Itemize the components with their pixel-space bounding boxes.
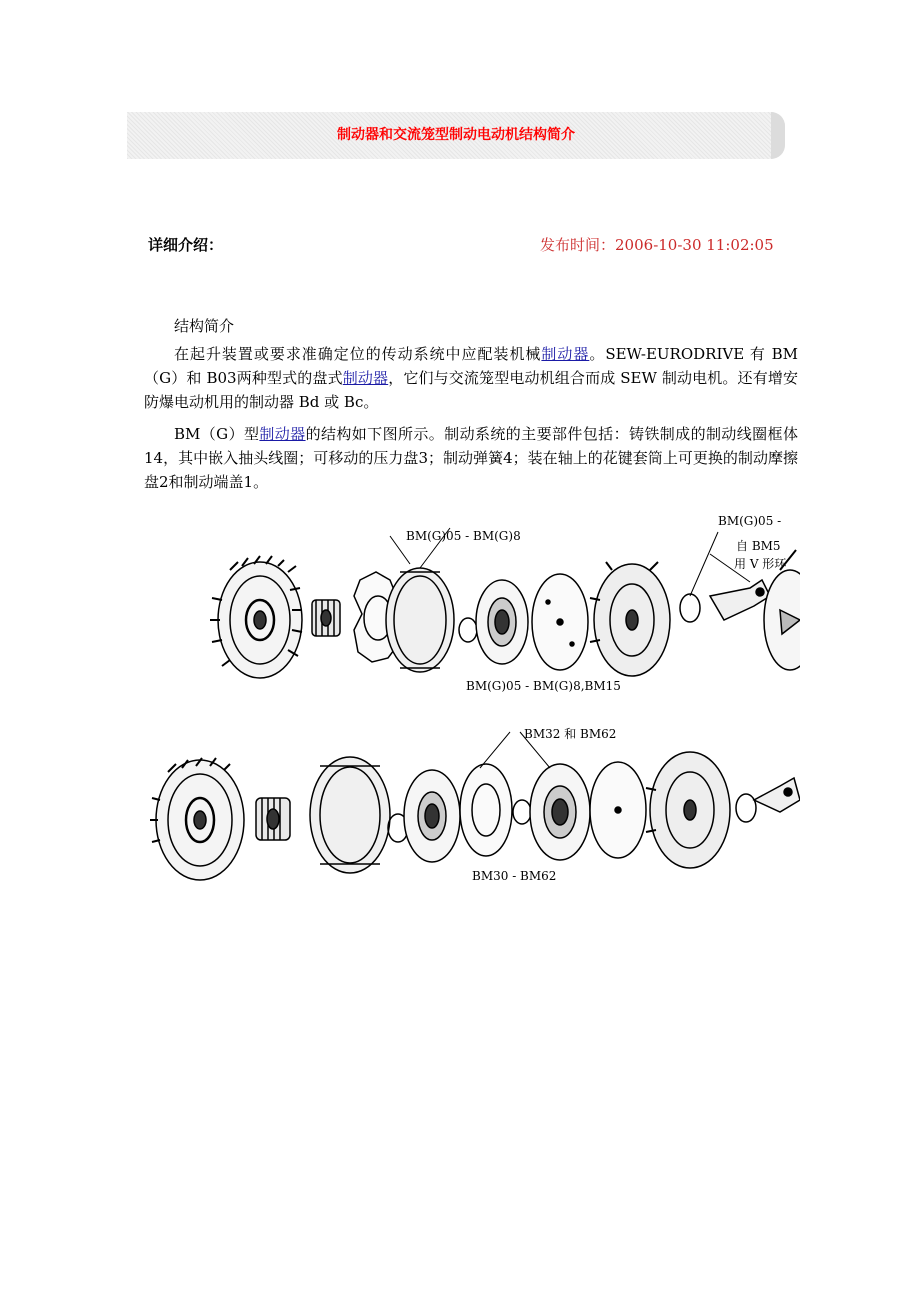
p1-text-a: 在起升装置或要求准确定位的传动系统中应配装机械	[174, 345, 542, 363]
bottom-row-caption: BM30 - BM62	[472, 869, 557, 883]
top-spline-hub-icon	[312, 600, 340, 636]
p1-text-c: ，它们与交流笼型电动机组合而成 SEW 制动电机。还有增安防爆电动机用的制动器 Bd 或 Bc。	[144, 369, 798, 411]
publish-info	[540, 234, 774, 255]
top-o-ring-icon	[459, 618, 477, 642]
p2-text-a: BM（G）型	[174, 425, 260, 443]
article-body	[144, 314, 798, 502]
bottom-series-label: BM32 和 BM62	[524, 727, 617, 741]
v-ring-note-line2: 用 V 形环	[734, 557, 787, 571]
p1-text-b: 。SEW-EURODRIVE 有 BM（G）和 B03两种型式的盘式	[144, 345, 798, 387]
bottom-end-cover-icon	[646, 752, 730, 868]
bottom-coil-ring-icon	[310, 757, 390, 873]
bottom-pressure-plate-icon	[590, 762, 646, 858]
top-series-label: BM(G)05 - BM(G)8	[406, 529, 521, 543]
bottom-v-ring-icon	[736, 794, 756, 822]
bottom-housing-icon	[150, 758, 244, 880]
paragraph-2	[144, 422, 798, 494]
bottom-spline-hub-icon	[256, 798, 290, 840]
title-bar	[127, 112, 785, 159]
top-pressure-plate-icon	[532, 574, 588, 670]
p2-text-b: 的结构如下图所示。制动系统的主要部件包括：铸铁制成的制动线圈框体14，其中嵌入抽头线圈；可移动的压力盘3；制动弹簧4；装在轴上的花键套筒上可更换的制动摩擦盘2和制动端盖1。	[144, 425, 798, 491]
top-friction-disc-icon	[476, 580, 528, 664]
top-fan-icon	[764, 570, 800, 670]
page-title: 制动器和交流笼型制动电动机结构简介	[337, 127, 575, 143]
brake-link-1[interactable]: 制动器	[541, 345, 590, 363]
top-right-series-label: BM(G)05 -	[718, 514, 782, 528]
bottom-friction-disc-2-icon	[530, 764, 590, 860]
top-row-caption: BM(G)05 - BM(G)8,BM15	[466, 679, 621, 693]
bottom-release-lever-icon	[754, 778, 800, 812]
brake-link-3[interactable]: 制动器	[259, 425, 306, 443]
bottom-small-ring-icon	[513, 800, 531, 824]
detail-label: 详细介绍：	[148, 236, 224, 254]
v-ring-note-line1: 自 BM5	[736, 539, 781, 553]
top-end-cover-icon	[590, 562, 670, 676]
top-v-ring-icon	[680, 594, 700, 622]
publish-time: 2006-10-30 11:02:05	[615, 236, 774, 254]
bottom-intermediate-disc-icon	[460, 764, 512, 856]
publish-label: 发布时间：	[540, 236, 616, 254]
brake-exploded-diagram	[150, 510, 800, 895]
section-title: 结构简介	[174, 317, 235, 335]
paragraph-1	[144, 342, 798, 414]
brake-link-2[interactable]: 制动器	[342, 369, 389, 387]
top-housing-icon	[210, 556, 302, 678]
top-coil-ring-icon	[386, 568, 454, 672]
bottom-friction-disc-1-icon	[404, 770, 460, 862]
